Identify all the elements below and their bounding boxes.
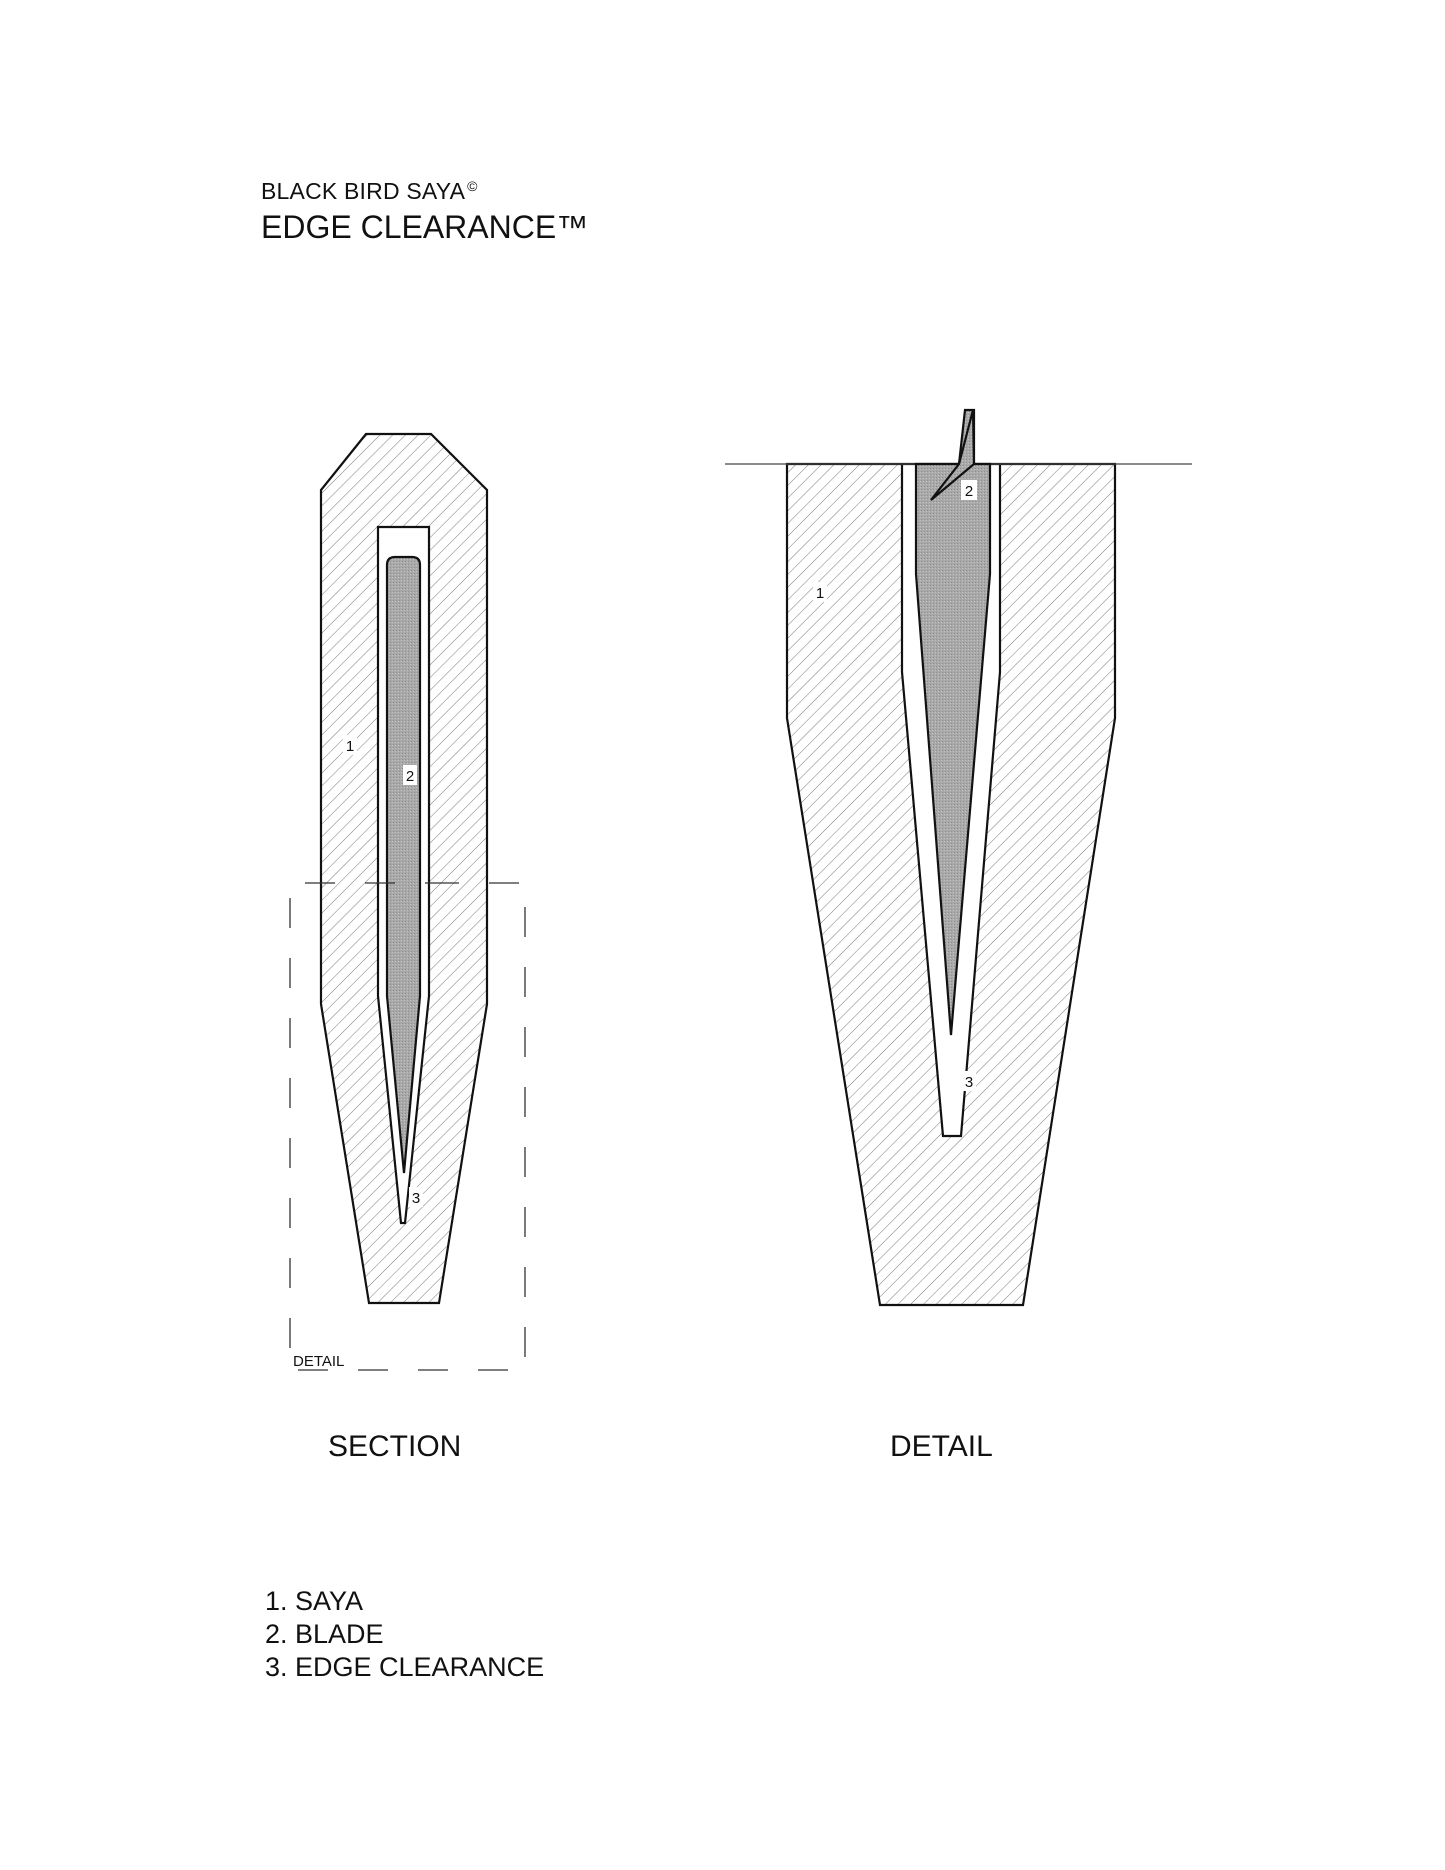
section-view-label: SECTION [328,1430,462,1463]
callout-number: 3 [411,1190,421,1207]
section-callout-blade [403,765,417,785]
callout-number: 3 [964,1074,974,1091]
detail-callout-edge-clearance [962,1071,976,1091]
callout-number: 2 [405,768,415,785]
section-view [290,434,525,1370]
copyright-mark: © [467,178,478,194]
legend-item-saya: 1. SAYA [265,1586,364,1616]
detail-callout-saya [813,582,827,602]
callout-number: 2 [964,483,974,500]
detail-frame-tag [292,1353,356,1370]
drawing-heading: EDGE CLEARANCE™ [261,209,589,245]
section-callout-edge-clearance [409,1187,423,1207]
legend-item-blade: 2. BLADE [265,1619,384,1649]
section-blade [387,557,420,1173]
callout-number: 1 [345,738,355,755]
detail-view [725,410,1192,1305]
legend-list [265,1585,544,1684]
detail-view-label: DETAIL [890,1430,993,1463]
legend-item-edge-clearance: 3. EDGE CLEARANCE [265,1652,545,1682]
callout-number: 1 [815,585,825,602]
section-callout-saya [343,735,357,755]
detail-callout-blade [961,480,977,500]
brand-name: BLACK BIRD SAYA [261,178,466,204]
detail-frame-tag-text: DETAIL [293,1353,345,1370]
